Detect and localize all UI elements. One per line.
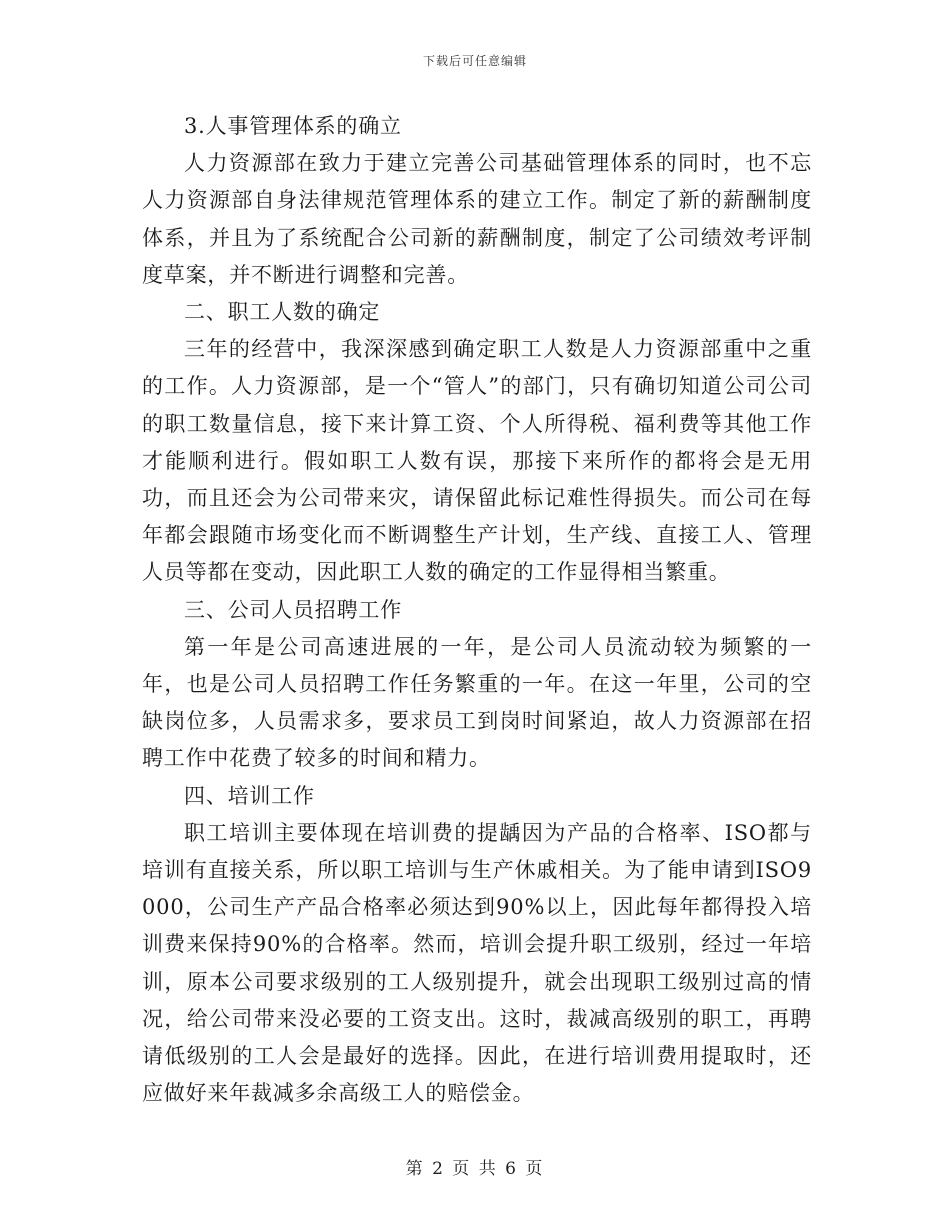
- section-heading-training: 四、培训工作: [184, 783, 315, 808]
- page-header: 下载后可任意编辑: [422, 54, 527, 68]
- page-number: 第 2 页 共 6 页: [405, 1159, 545, 1179]
- section-heading-hr-system: 3.人事管理体系的确立: [184, 114, 402, 138]
- paragraph-headcount: 三年的经营中，我深深感到确定职工人数是人力资源部重中之重的工作。人力资源部，是一个“管人”的部门，只有确切知道公司公司的职工数量信息，接下来计算工资、个人所得税、福利费等其他工作才能顺利进行。假如职工人数有误，那接下来所作的都将会是无用功，而且还会为公司带来灾，请保留此标记难性得损失。而公司在每年都会跟随市场变化而不断调整生产计划，生产线、直接工人、管理人员等都在变动，因此职工人数的确定的工作显得相当繁重。: [142, 337, 812, 585]
- paragraph-training: 职工培训主要体现在培训费的提龋因为产品的合格率、ISO都与培训有直接关系，所以职工培训与生产休戚相关。为了能申请到ISO9000，公司生产产品合格率必须达到90%以上，因此每年都得投入培训费来保持90%的合格率。然而，培训会提升职工级别，经过一年培训，原本公司要求级别的工人级别提升，就会出现职工级别过高的情况，给公司带来没必要的工资支出。这时，裁减高级别的职工，再聘请低级别的工人会是最好的选择。因此，在进行培训费用提取时，还应做好来年裁减多余高级工人的赔偿金。: [142, 820, 812, 1106]
- document-body: [142, 108, 812, 1112]
- section-heading-recruitment: 三、公司人员招聘工作: [184, 597, 402, 622]
- section-heading-headcount: 二、职工人数的确定: [184, 300, 381, 325]
- paragraph-hr-system: 人力资源部在致力于建立完善公司基础管理体系的同时，也不忘人力资源部自身法律规范管理体系的建立工作。制定了新的薪酬制度体系，并且为了系统配合公司新的薪酬制度，制定了公司绩效考评制度草案，并不断进行调整和完善。: [142, 151, 812, 287]
- paragraph-recruitment: 第一年是公司高速进展的一年，是公司人员流动较为频繁的一年，也是公司人员招聘工作任务繁重的一年。在这一年里，公司的空缺岗位多，人员需求多，要求员工到岗时间紧迫，故人力资源部在招聘工作中花费了较多的时间和精力。: [142, 634, 812, 771]
